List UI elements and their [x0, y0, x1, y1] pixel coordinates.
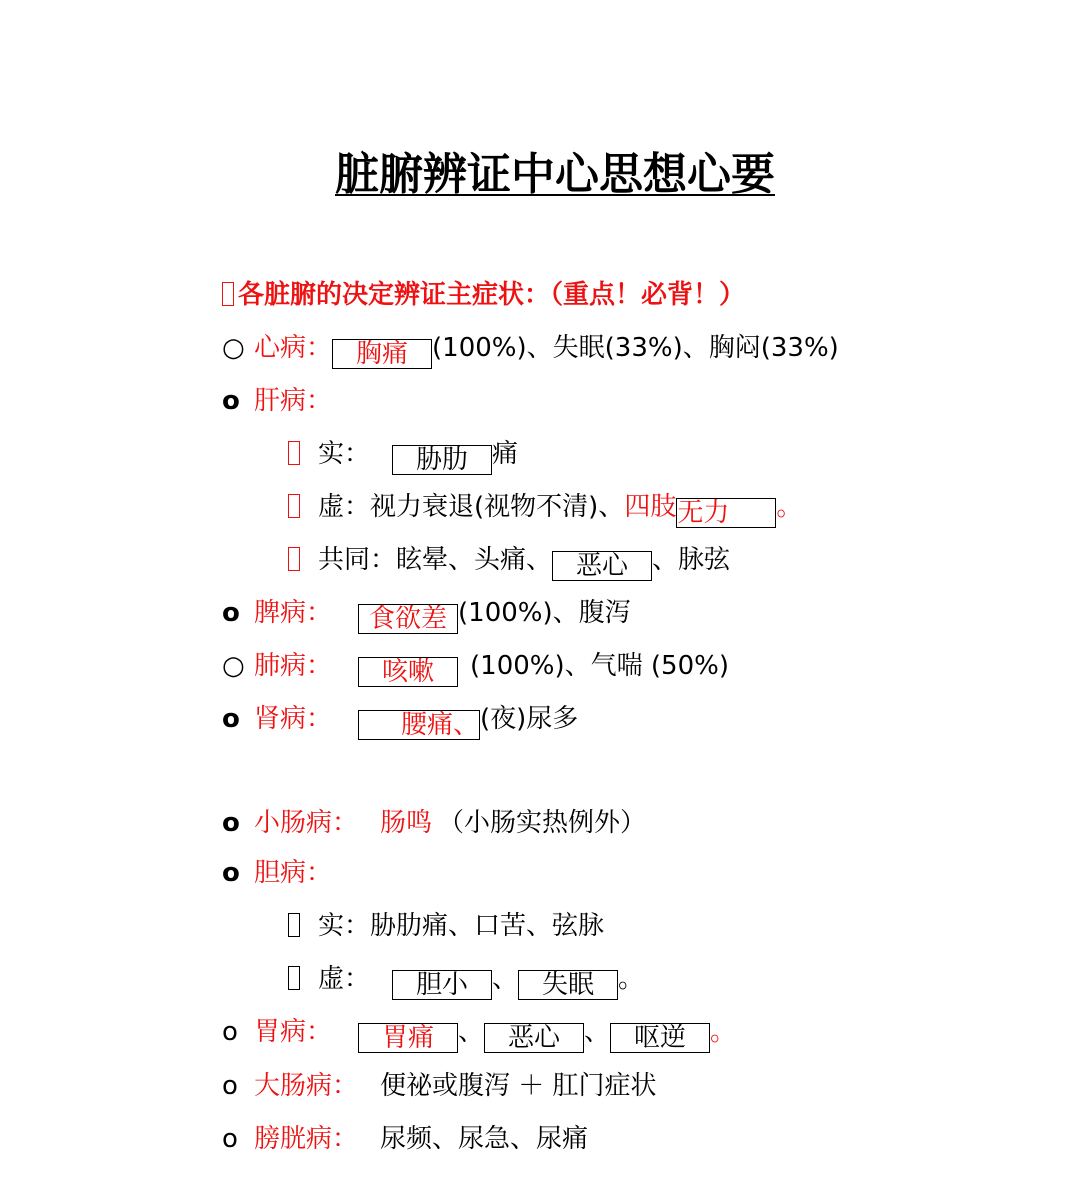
- square-icon: [288, 494, 300, 518]
- square-icon: [288, 441, 300, 465]
- stomach-sep1: 、: [458, 1017, 485, 1047]
- stomach-sep2: 、: [584, 1017, 611, 1047]
- list-item-small-intestine: [222, 808, 646, 838]
- liver-excess-rest: 痛: [492, 439, 519, 469]
- liver-excess-box: 胁肋: [392, 445, 492, 475]
- list-item-liver: [222, 386, 332, 416]
- list-item-large-intestine: [222, 1071, 657, 1101]
- small-intestine-rest: （小肠实热例外）: [438, 808, 647, 838]
- gallbladder-excess: [288, 911, 604, 941]
- stomach-box2: 恶心: [484, 1023, 584, 1053]
- list-item-gallbladder: [222, 858, 332, 888]
- gallbladder-deficiency-label: 虚：: [318, 964, 371, 994]
- square-icon: [288, 966, 300, 990]
- list-item-bladder: [222, 1124, 588, 1154]
- bullet-o-icon: o: [222, 704, 240, 734]
- spleen-rest: (100%)、腹泻: [458, 598, 631, 628]
- bladder-label: 膀胱病：: [254, 1124, 359, 1154]
- section-heading-text: 各脏腑的决定辨证主症状：（重点！必背！）: [238, 280, 746, 310]
- gallbladder-label: 胆病：: [254, 858, 333, 888]
- bullet-o-icon: o: [222, 808, 240, 838]
- square-icon: [222, 282, 234, 306]
- bullet-hollow-icon: ○: [222, 333, 245, 363]
- liver-common-rest: 、脉弦: [652, 545, 731, 575]
- liver-deficiency: [288, 492, 802, 528]
- stomach-end: 。: [710, 1017, 737, 1047]
- square-icon: [288, 547, 300, 571]
- gallbladder-deficiency: [288, 964, 644, 1000]
- lung-box: 咳嗽: [358, 657, 458, 687]
- small-intestine-label: 小肠病：: [254, 808, 359, 838]
- liver-excess: [288, 439, 518, 475]
- bullet-o-icon: o: [222, 858, 240, 888]
- bullet-o-icon: o: [222, 598, 240, 628]
- spleen-label: 脾病：: [254, 598, 333, 628]
- stomach-box1: 胃痛: [358, 1023, 458, 1053]
- liver-deficiency-red: 四肢: [624, 492, 677, 522]
- bullet-o-icon: o: [222, 1017, 238, 1047]
- small-intestine-red: 肠鸣: [380, 808, 433, 838]
- gallbladder-deficiency-box1: 胆小: [392, 970, 492, 1000]
- liver-common-box: 恶心: [552, 551, 652, 581]
- heart-label: 心病：: [254, 333, 333, 363]
- stomach-label: 胃病：: [254, 1017, 333, 1047]
- heart-box: 胸痛: [332, 339, 432, 369]
- list-item-lung: [222, 651, 729, 687]
- section-heading: [222, 280, 745, 310]
- stomach-box3: 呕逆: [610, 1023, 710, 1053]
- liver-label: 肝病：: [254, 386, 333, 416]
- large-intestine-text: 便祕或腹泻 ＋ 肛门症状: [380, 1071, 657, 1101]
- page-title: 脏腑辨证中心思想心要: [335, 149, 775, 200]
- gallbladder-deficiency-end: 。: [618, 964, 645, 994]
- bladder-text: 尿频、尿急、尿痛: [380, 1124, 589, 1154]
- liver-common-label: 共同：: [318, 545, 397, 575]
- liver-common: [288, 545, 730, 581]
- bullet-hollow-icon: ○: [222, 651, 245, 681]
- gallbladder-deficiency-box2: 失眠: [518, 970, 618, 1000]
- liver-excess-label: 实：: [318, 439, 371, 469]
- list-item-kidney: [222, 704, 578, 740]
- gallbladder-deficiency-sep: 、: [492, 964, 519, 994]
- lung-rest: (100%)、气喘 (50%): [470, 651, 729, 681]
- heart-rest: (100%)、失眠(33%)、胸闷(33%): [432, 333, 839, 363]
- liver-deficiency-end: 。: [776, 492, 803, 522]
- list-item-stomach: [222, 1017, 736, 1053]
- liver-deficiency-label: 虚：: [318, 492, 371, 522]
- liver-common-text: 眩晕、头痛、: [396, 545, 553, 575]
- liver-deficiency-box: 无力: [676, 498, 776, 528]
- kidney-label: 肾病：: [254, 704, 333, 734]
- kidney-rest: (夜)尿多: [480, 704, 579, 734]
- liver-deficiency-text: 视力衰退(视物不清)、: [370, 492, 625, 522]
- bullet-o-icon: o: [222, 386, 240, 416]
- bullet-o-icon: o: [222, 1071, 238, 1101]
- list-item-spleen: [222, 598, 631, 634]
- kidney-box: 腰痛、: [358, 710, 480, 740]
- gallbladder-excess-label: 实：: [318, 911, 371, 941]
- lung-label: 肺病：: [254, 651, 333, 681]
- square-icon: [288, 913, 300, 937]
- list-item-heart: [222, 333, 839, 369]
- spleen-box: 食欲差: [358, 604, 458, 634]
- bullet-o-icon: o: [222, 1124, 238, 1154]
- gallbladder-excess-text: 胁肋痛、口苦、弦脉: [370, 911, 605, 941]
- large-intestine-label: 大肠病：: [254, 1071, 359, 1101]
